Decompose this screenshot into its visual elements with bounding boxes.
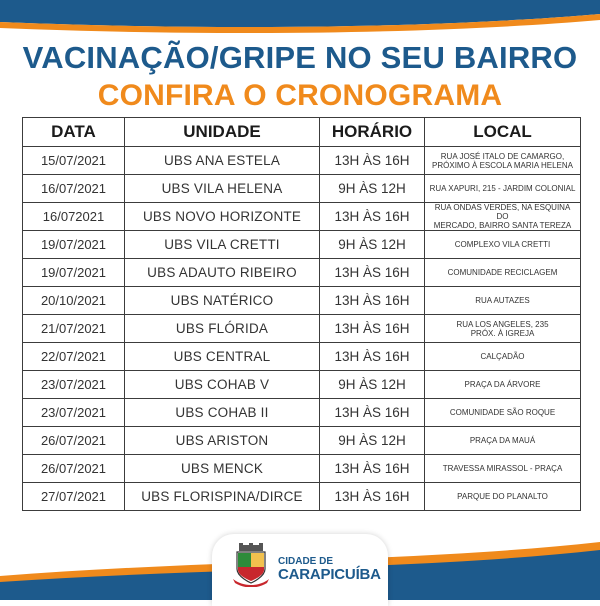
table-header-row: [23, 118, 581, 147]
cell-time: 13H ÀS 16H: [320, 343, 425, 371]
cell-unit: UBS COHAB V: [125, 371, 320, 399]
table-row: [23, 483, 581, 511]
cell-unit: UBS ADAUTO RIBEIRO: [125, 259, 320, 287]
location-line: PRÓX. À IGREJA: [470, 328, 535, 338]
cell-time: 9H ÀS 12H: [320, 175, 425, 203]
cell-unit: UBS VILA CRETTI: [125, 231, 320, 259]
column-header-unit: UNIDADE: [125, 118, 320, 147]
cell-time: 13H ÀS 16H: [320, 287, 425, 315]
cell-date: 21/07/2021: [23, 315, 125, 343]
cell-location: [425, 287, 581, 315]
cell-time: 13H ÀS 16H: [320, 203, 425, 231]
cell-location: [425, 455, 581, 483]
cell-time: 13H ÀS 16H: [320, 147, 425, 175]
cell-date: 20/10/2021: [23, 287, 125, 315]
location-line: RUA LOS ANGELES, 235: [456, 319, 549, 329]
city-name: CARAPICUÍBA: [278, 566, 381, 583]
cell-location: [425, 203, 581, 231]
table-row: [23, 147, 581, 175]
location-line: PRAÇA DA ÁRVORE: [464, 380, 541, 389]
location-line: PARQUE DO PLANALTO: [457, 492, 548, 501]
top-decor-band: [0, 0, 600, 40]
schedule-body: [23, 147, 581, 511]
cell-unit: UBS ARISTON: [125, 427, 320, 455]
location-line: CALÇADÃO: [480, 352, 525, 361]
cell-unit: UBS FLORISPINA/DIRCE: [125, 483, 320, 511]
cell-unit: UBS NOVO HORIZONTE: [125, 203, 320, 231]
location-line: COMUNIDADE SÃO ROQUE: [449, 408, 556, 417]
location-line: PRAÇA DA MAUÁ: [469, 436, 536, 445]
location-line: RUA ONDAS VERDES, NA ESQUINA DO: [434, 203, 571, 221]
cell-time: 13H ÀS 16H: [320, 483, 425, 511]
table-row: [23, 175, 581, 203]
cell-location: [425, 343, 581, 371]
cell-date: 16/07/2021: [23, 175, 125, 203]
cell-date: 27/07/2021: [23, 483, 125, 511]
table-row: [23, 315, 581, 343]
cell-date: 22/07/2021: [23, 343, 125, 371]
cell-date: 23/07/2021: [23, 371, 125, 399]
cell-date: 23/07/2021: [23, 399, 125, 427]
cell-unit: UBS NATÉRICO: [125, 287, 320, 315]
location-line: COMPLEXO VILA CRETTI: [454, 240, 551, 249]
table-row: [23, 287, 581, 315]
table-row: [23, 427, 581, 455]
cell-date: 15/07/2021: [23, 147, 125, 175]
table-row: [23, 399, 581, 427]
page-subtitle: CONFIRA O CRONOGRAMA: [97, 79, 503, 112]
cell-unit: UBS CENTRAL: [125, 343, 320, 371]
cell-location: [425, 175, 581, 203]
cell-unit: UBS VILA HELENA: [125, 175, 320, 203]
cell-unit: UBS FLÓRIDA: [125, 315, 320, 343]
cell-location: [425, 147, 581, 175]
table-row: [23, 203, 581, 231]
cell-location: [425, 315, 581, 343]
cell-location: [425, 399, 581, 427]
schedule-table: [22, 117, 581, 511]
cell-date: 26/07/2021: [23, 427, 125, 455]
cell-date: 26/07/2021: [23, 455, 125, 483]
column-header-date: DATA: [23, 118, 125, 147]
cell-unit: UBS MENCK: [125, 455, 320, 483]
cell-date: 19/07/2021: [23, 259, 125, 287]
cell-unit: UBS ANA ESTELA: [125, 147, 320, 175]
cell-time: 13H ÀS 16H: [320, 455, 425, 483]
city-crest-icon: [233, 543, 269, 587]
cell-location: [425, 371, 581, 399]
location-line: RUA AUTAZES: [475, 296, 530, 305]
cell-time: 13H ÀS 16H: [320, 315, 425, 343]
city-name-prefix: CIDADE DE: [278, 556, 334, 567]
table-row: [23, 259, 581, 287]
location-line: MERCADO, BAIRRO SANTA TEREZA: [433, 221, 572, 230]
cell-time: 9H ÀS 12H: [320, 371, 425, 399]
cell-time: 13H ÀS 16H: [320, 399, 425, 427]
page-title: VACINAÇÃO/GRIPE NO SEU BAIRRO: [22, 40, 578, 75]
cell-location: [425, 483, 581, 511]
column-header-location: LOCAL: [425, 118, 581, 147]
cell-location: [425, 259, 581, 287]
location-line: RUA JOSÉ ITALO DE CAMARGO,: [440, 151, 565, 161]
cell-date: 16/072021: [23, 203, 125, 231]
cell-location: [425, 427, 581, 455]
table-row: [23, 371, 581, 399]
table-row: [23, 455, 581, 483]
cell-location: [425, 231, 581, 259]
cell-unit: UBS COHAB II: [125, 399, 320, 427]
table-row: [23, 343, 581, 371]
location-line: PRÓXIMO À ESCOLA MARIA HELENA: [432, 160, 573, 170]
table-row: [23, 231, 581, 259]
column-header-time: HORÁRIO: [320, 118, 425, 147]
cell-time: 13H ÀS 16H: [320, 259, 425, 287]
cell-time: 9H ÀS 12H: [320, 231, 425, 259]
cell-date: 19/07/2021: [23, 231, 125, 259]
location-line: RUA XAPURI, 215 - JARDIM COLONIAL: [429, 184, 576, 193]
location-line: COMUNIDADE RECICLAGEM: [447, 268, 558, 277]
cell-time: 9H ÀS 12H: [320, 427, 425, 455]
location-line: TRAVESSA MIRASSOL - PRAÇA: [442, 464, 563, 473]
